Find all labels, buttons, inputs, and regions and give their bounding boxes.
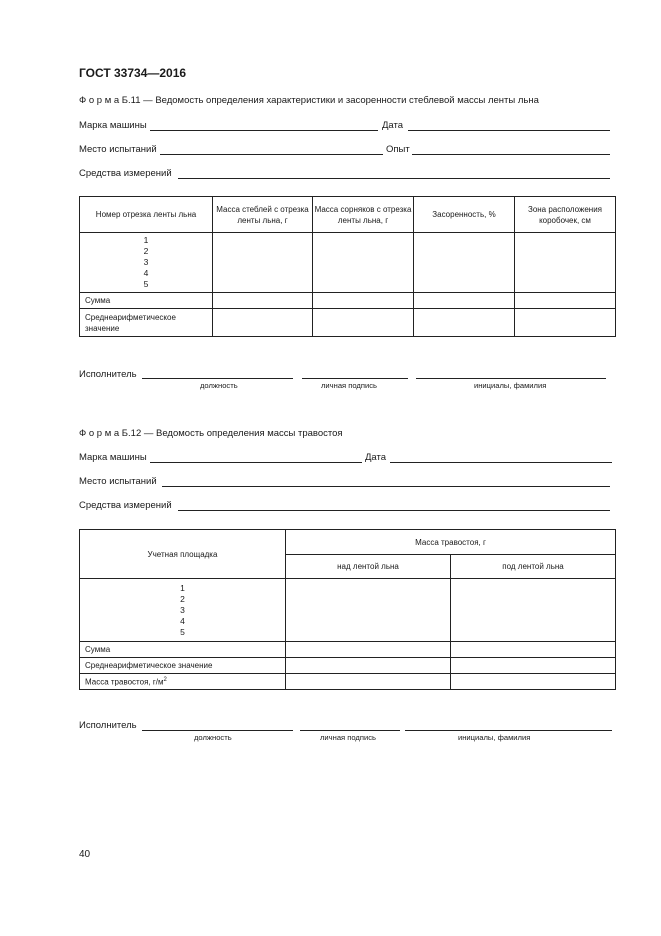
sum-cell[interactable] — [414, 293, 515, 309]
date-field-line[interactable] — [390, 462, 612, 463]
sum-cell[interactable] — [451, 642, 616, 658]
machine-field-line[interactable] — [150, 130, 378, 131]
col-header-stem-mass: Масса стеблей с отрезка ленты льна, г — [213, 197, 313, 233]
row-number: 3 — [143, 257, 149, 267]
col-header-above: над лентой льна — [286, 555, 451, 579]
col-header-segment: Номер отрезка ленты льна — [80, 197, 213, 233]
col-header-plot: Учетная площадка — [80, 530, 286, 579]
form-b12-table — [79, 529, 616, 690]
mean-label: Среднеарифметическое значение — [80, 658, 286, 674]
executor-label: Исполнитель — [79, 369, 137, 380]
row-numbers-cell — [80, 233, 213, 293]
instruments-field-line[interactable] — [178, 178, 610, 179]
row-number: 1 — [180, 582, 185, 593]
position-caption: должность — [200, 381, 238, 390]
name-line[interactable] — [405, 730, 612, 731]
name-line[interactable] — [416, 378, 606, 379]
weed-mass-cell[interactable] — [313, 233, 414, 293]
signature-line[interactable] — [302, 378, 408, 379]
row-number: 1 — [143, 235, 149, 245]
date-field-line[interactable] — [408, 130, 610, 131]
sum-label: Сумма — [80, 642, 286, 658]
mean-cell[interactable] — [313, 309, 414, 337]
form-b11-title: Ф о р м а Б.11 — Ведомость определения характеристики и засоренности стеблевой массы ленты льна — [79, 95, 539, 106]
page-number: 40 — [79, 849, 91, 860]
below-mass-cell[interactable] — [451, 579, 616, 642]
mean-cell[interactable] — [286, 658, 451, 674]
mean-cell[interactable] — [451, 658, 616, 674]
mass-per-m2-cell[interactable] — [286, 674, 451, 690]
name-caption: инициалы, фамилия — [474, 381, 547, 390]
executor-label: Исполнитель — [79, 720, 137, 731]
contamination-cell[interactable] — [414, 233, 515, 293]
instruments-label: Средства измерений — [79, 168, 172, 179]
signature-line[interactable] — [300, 730, 400, 731]
place-field-line[interactable] — [162, 486, 610, 487]
place-field-line[interactable] — [160, 154, 383, 155]
col-header-grass-mass: Масса травостоя, г — [286, 530, 616, 555]
sum-cell[interactable] — [286, 642, 451, 658]
signature-caption: личная подпись — [321, 381, 377, 390]
mean-cell[interactable] — [414, 309, 515, 337]
experiment-field-line[interactable] — [412, 154, 610, 155]
mean-cell[interactable] — [515, 309, 616, 337]
col-header-contamination: Засоренность, % — [414, 197, 515, 233]
place-label: Место испытаний — [79, 476, 157, 487]
mass-per-m2-label — [80, 674, 286, 690]
position-line[interactable] — [142, 378, 293, 379]
stem-mass-cell[interactable] — [213, 233, 313, 293]
instruments-field-line[interactable] — [178, 510, 610, 511]
row-number: 3 — [180, 604, 185, 615]
sum-cell[interactable] — [515, 293, 616, 309]
mean-cell[interactable] — [213, 309, 313, 337]
form-b11-table — [79, 196, 616, 337]
sum-cell[interactable] — [313, 293, 414, 309]
row-number: 5 — [180, 626, 185, 637]
sum-label: Сумма — [80, 293, 213, 309]
signature-caption: личная подпись — [320, 733, 376, 742]
sum-cell[interactable] — [213, 293, 313, 309]
col-header-boll-zone: Зона расположения коробочек, см — [515, 197, 616, 233]
col-header-below: под лентой льна — [451, 555, 616, 579]
row-numbers-cell — [80, 579, 286, 642]
mass-per-m2-cell[interactable] — [451, 674, 616, 690]
date-label: Дата — [382, 120, 404, 131]
document-header: ГОСТ 33734—2016 — [79, 66, 187, 80]
row-number: 4 — [143, 268, 149, 278]
mass-per-m2-sup: 2 — [163, 676, 167, 683]
mass-per-m2-text: Масса травостоя, г/м — [85, 677, 164, 687]
form-b12-title: Ф о р м а Б.12 — Ведомость определения массы травостоя — [79, 428, 343, 439]
machine-field-line[interactable] — [150, 462, 362, 463]
position-line[interactable] — [142, 730, 293, 731]
position-caption: должность — [194, 733, 232, 742]
instruments-label: Средства измерений — [79, 500, 172, 511]
mean-label: Среднеарифметическое значение — [80, 309, 213, 337]
row-number: 4 — [180, 615, 185, 626]
name-caption: инициалы, фамилия — [458, 733, 531, 742]
boll-zone-cell[interactable] — [515, 233, 616, 293]
row-number: 2 — [180, 593, 185, 604]
row-number: 2 — [143, 246, 149, 256]
place-label: Место испытаний — [79, 144, 157, 155]
date-label: Дата — [365, 452, 387, 463]
machine-label: Марка машины — [79, 452, 147, 463]
experiment-label: Опыт — [386, 144, 410, 155]
row-number: 5 — [143, 279, 149, 289]
above-mass-cell[interactable] — [286, 579, 451, 642]
col-header-weed-mass: Масса сорняков с отрезка ленты льна, г — [313, 197, 414, 233]
machine-label: Марка машины — [79, 120, 147, 131]
